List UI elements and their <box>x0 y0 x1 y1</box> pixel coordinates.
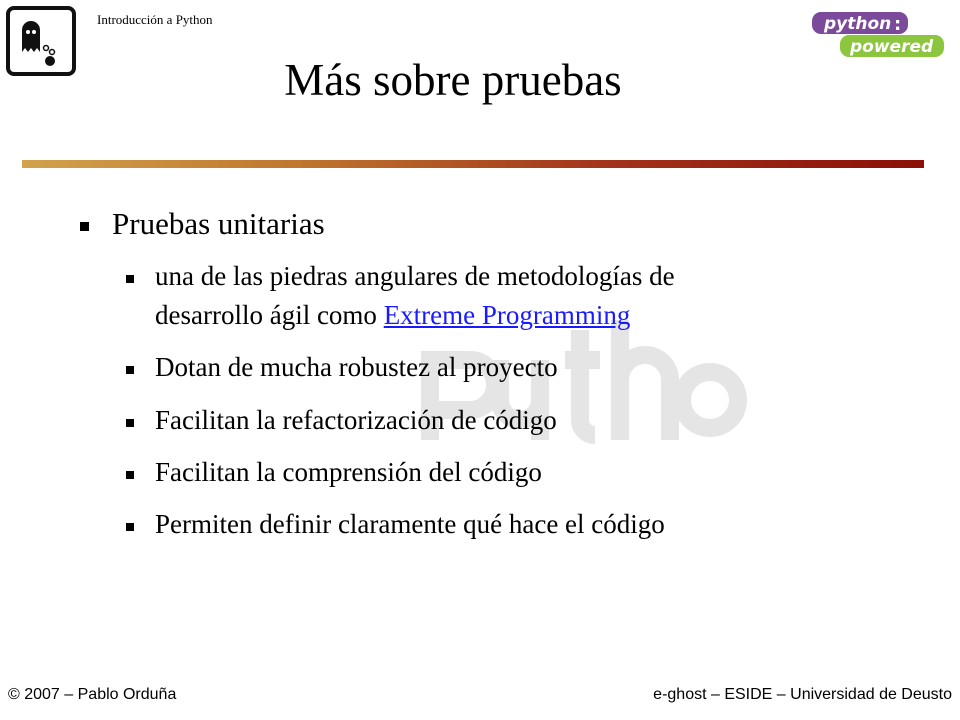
title-divider <box>22 160 924 168</box>
sub-bullet-line2-prefix: desarrollo ágil como <box>155 300 384 330</box>
badge-line1: python <box>824 14 892 34</box>
sub-bullet-text: Dotan de mucha robustez al proyecto <box>155 352 558 382</box>
slide-title: Más sobre pruebas <box>284 55 622 105</box>
python-powered-badge <box>810 10 946 60</box>
footer-copyright: © 2007 – Pablo Orduña <box>8 686 177 703</box>
bullet-square-icon <box>126 523 134 531</box>
footer-institution: e-ghost – ESIDE – Universidad de Deusto <box>653 686 952 703</box>
bullet-square-icon <box>126 419 134 427</box>
badge-symbol: : <box>894 14 902 35</box>
bullet-square-icon <box>126 275 134 283</box>
sub-bullet-text: Facilitan la refactorización de código <box>155 405 557 435</box>
sub-bullet-text: Permiten definir claramente qué hace el código <box>155 509 665 539</box>
badge-line2: powered <box>850 37 934 57</box>
bullet-square-icon <box>80 222 89 231</box>
sub-bullet-line1: una de las piedras angulares de metodologías de <box>155 261 675 291</box>
bullet-text: Pruebas unitarias <box>112 206 325 241</box>
bullet-square-icon <box>126 471 134 479</box>
sub-bullet-text: Facilitan la comprensión del código <box>155 457 542 487</box>
bullet-square-icon <box>126 366 134 374</box>
extreme-programming-link[interactable]: Extreme Programming <box>383 300 631 330</box>
course-title: Introducción a Python <box>97 12 213 27</box>
